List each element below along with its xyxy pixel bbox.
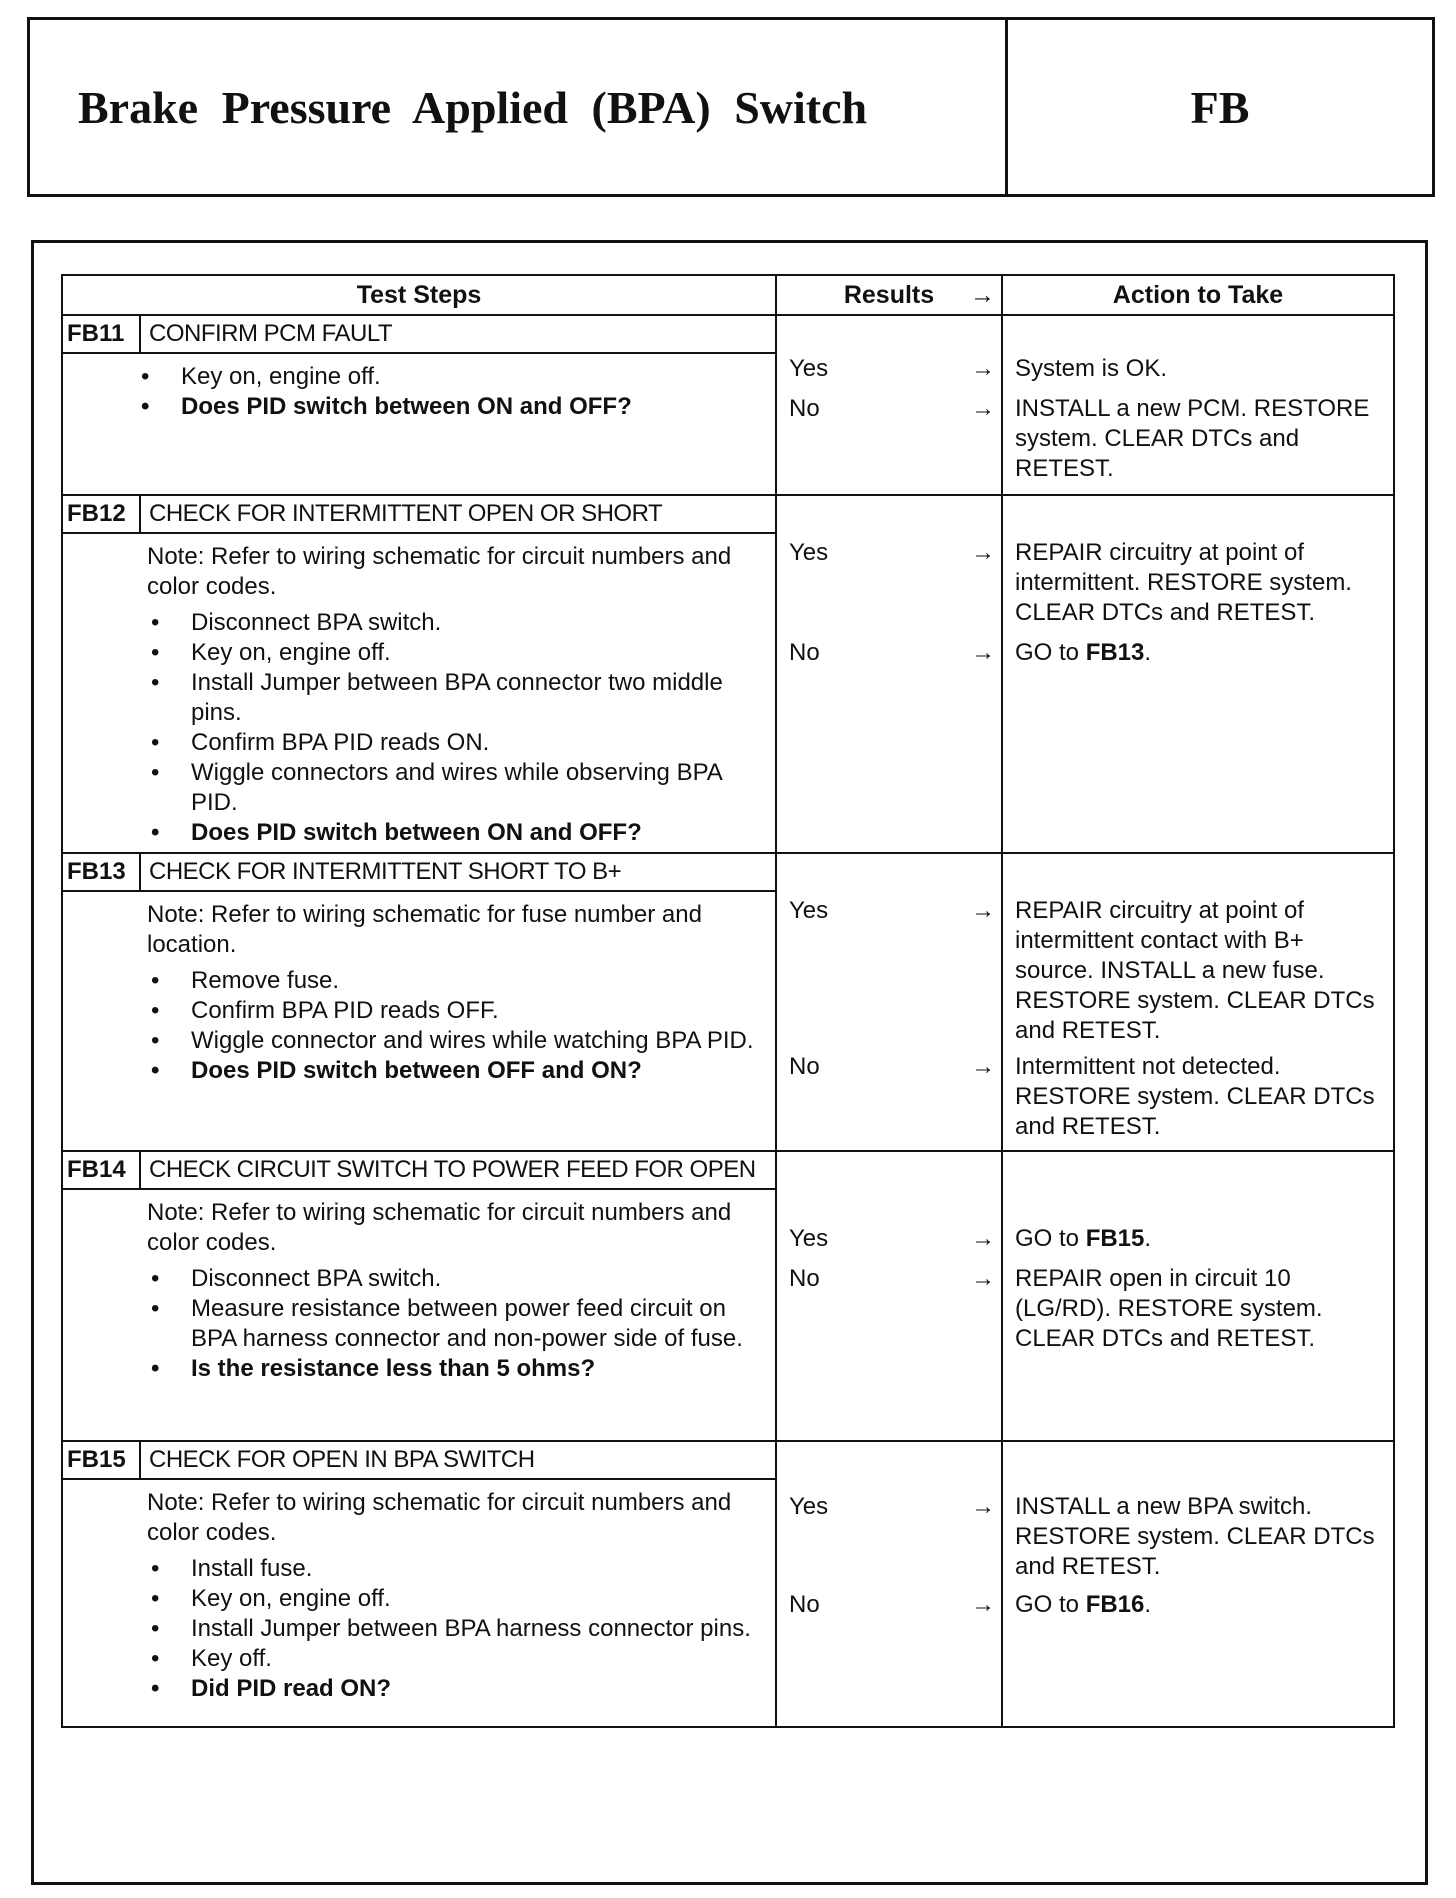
result-yes-label: Yes xyxy=(789,1493,829,1520)
step-id: FB15 xyxy=(63,1442,141,1478)
step-note: Note: Refer to wiring schematic for circuit numbers and color codes. xyxy=(147,1489,732,1546)
test-step-cell xyxy=(62,1441,776,1727)
step-body xyxy=(63,534,775,852)
step-id: FB11 xyxy=(63,316,141,352)
arrow-icon: → xyxy=(971,355,995,382)
results-cell xyxy=(776,495,1002,853)
result-yes xyxy=(789,1224,1001,1254)
step-bullets xyxy=(141,362,765,422)
table-row xyxy=(62,495,1394,853)
action-no: REPAIR open in circuit 10 (LG/RD). RESTORE system. CLEAR DTCs and RETEST. xyxy=(1015,1265,1323,1352)
action-cell xyxy=(1002,315,1394,495)
list-item: • Key on, engine off. xyxy=(141,362,765,392)
step-reference: FB13 xyxy=(1085,639,1145,666)
action-yes: REPAIR circuitry at point of intermittent. RESTORE system. CLEAR DTCs and RETEST. xyxy=(1015,539,1352,626)
table-header-row xyxy=(62,275,1394,315)
action-no: INSTALL a new PCM. RESTORE system. CLEAR DTCs and RETEST. xyxy=(1015,395,1370,482)
list-item: • Install fuse. xyxy=(151,1554,765,1584)
step-title: CONFIRM PCM FAULT xyxy=(149,320,393,347)
list-item: • Remove fuse. xyxy=(151,966,765,996)
arrow-icon: → xyxy=(971,1591,995,1618)
step-header xyxy=(63,1442,775,1480)
result-no xyxy=(789,1590,1001,1620)
result-no xyxy=(789,1052,1001,1082)
page-title: Brake Pressure Applied (BPA) Switch xyxy=(30,20,1008,194)
step-bullets xyxy=(151,1264,765,1384)
action-no xyxy=(1015,638,1387,668)
list-item: • Confirm BPA PID reads ON. xyxy=(151,728,765,758)
col-header-action: Action to Take xyxy=(1002,275,1394,315)
result-yes xyxy=(789,896,1001,926)
results-cell xyxy=(776,853,1002,1151)
step-id: FB12 xyxy=(63,496,141,532)
step-header xyxy=(63,496,775,534)
action-no-suffix: . xyxy=(1144,1591,1152,1618)
results-cell xyxy=(776,315,1002,495)
list-item: • Install Jumper between BPA connector two middle pins. xyxy=(151,668,765,728)
result-yes-label: Yes xyxy=(789,355,829,382)
table-row xyxy=(62,1441,1394,1727)
list-item: • Did PID read ON? xyxy=(151,1674,765,1704)
step-bullets xyxy=(151,608,765,848)
action-yes-suffix: . xyxy=(1144,1225,1152,1252)
list-item: • Measure resistance between power feed circuit on BPA harness connector and non-power side of fuse. xyxy=(151,1294,765,1354)
table-row xyxy=(62,853,1394,1151)
action-yes-prefix: GO to xyxy=(1015,1225,1086,1252)
step-title: CHECK FOR INTERMITTENT OPEN OR SHORT xyxy=(149,500,663,527)
action-yes: INSTALL a new BPA switch. RESTORE system. CLEAR DTCs and RETEST. xyxy=(1015,1493,1375,1580)
result-yes xyxy=(789,354,1001,384)
step-body xyxy=(63,354,775,426)
action-no-prefix: GO to xyxy=(1015,1591,1086,1618)
arrow-icon: → xyxy=(971,1265,995,1292)
result-yes xyxy=(789,538,1001,568)
step-title: CHECK CIRCUIT SWITCH TO POWER FEED FOR OPEN xyxy=(149,1156,756,1183)
arrow-icon: → xyxy=(971,639,995,666)
action-no-suffix: . xyxy=(1144,639,1152,666)
action-no-prefix: GO to xyxy=(1015,639,1086,666)
test-step-cell xyxy=(62,315,776,495)
step-bullets xyxy=(151,1554,765,1704)
list-item: • Disconnect BPA switch. xyxy=(151,1264,765,1294)
table-row xyxy=(62,1151,1394,1441)
results-label: Results xyxy=(843,281,935,309)
list-item: • Key off. xyxy=(151,1644,765,1674)
list-item: • Disconnect BPA switch. xyxy=(151,608,765,638)
list-item: • Key on, engine off. xyxy=(151,638,765,668)
action-yes: System is OK. xyxy=(1015,355,1168,382)
step-header xyxy=(63,316,775,354)
action-cell xyxy=(1002,1441,1394,1727)
list-item: • Install Jumper between BPA harness connector pins. xyxy=(151,1614,765,1644)
step-header xyxy=(63,1152,775,1190)
result-no-label: No xyxy=(789,395,820,422)
action-cell xyxy=(1002,495,1394,853)
result-no xyxy=(789,638,1001,668)
result-no xyxy=(789,394,1001,424)
list-item: • Wiggle connector and wires while watching BPA PID. xyxy=(151,1026,765,1056)
arrow-icon: → xyxy=(971,1493,995,1520)
result-yes xyxy=(789,1492,1001,1522)
step-title: CHECK FOR INTERMITTENT SHORT TO B+ xyxy=(149,858,622,885)
action-cell xyxy=(1002,1151,1394,1441)
col-header-results xyxy=(776,275,1002,315)
action-no xyxy=(1015,1590,1387,1620)
arrow-icon: → xyxy=(971,539,995,566)
list-item: • Key on, engine off. xyxy=(151,1584,765,1614)
list-item: • Confirm BPA PID reads OFF. xyxy=(151,996,765,1026)
list-item: • Does PID switch between ON and OFF? xyxy=(141,392,765,422)
results-cell xyxy=(776,1441,1002,1727)
result-yes-label: Yes xyxy=(789,539,829,566)
test-step-cell xyxy=(62,1151,776,1441)
result-no-label: No xyxy=(789,1265,820,1292)
test-step-cell xyxy=(62,495,776,853)
list-item: • Does PID switch between OFF and ON? xyxy=(151,1056,765,1086)
step-id: FB13 xyxy=(63,854,141,890)
col-header-test-steps: Test Steps xyxy=(62,275,776,315)
result-no-label: No xyxy=(789,1053,820,1080)
step-body xyxy=(63,1480,775,1708)
action-cell xyxy=(1002,853,1394,1151)
step-id: FB14 xyxy=(63,1152,141,1188)
step-body xyxy=(63,1190,775,1388)
result-no-label: No xyxy=(789,639,820,666)
section-code: FB xyxy=(1190,81,1250,133)
arrow-icon: → xyxy=(971,395,995,422)
step-reference: FB15 xyxy=(1085,1225,1145,1252)
list-item: • Does PID switch between ON and OFF? xyxy=(151,818,765,848)
action-no: Intermittent not detected. RESTORE system. CLEAR DTCs and RETEST. xyxy=(1015,1053,1375,1140)
test-step-cell xyxy=(62,853,776,1151)
list-item: • Wiggle connectors and wires while observing BPA PID. xyxy=(151,758,765,818)
step-note: Note: Refer to wiring schematic for circuit numbers and color codes. xyxy=(147,1199,732,1256)
arrow-icon: → xyxy=(970,281,995,309)
step-title: CHECK FOR OPEN IN BPA SWITCH xyxy=(149,1446,535,1473)
arrow-icon: → xyxy=(971,1225,995,1252)
result-no-label: No xyxy=(789,1591,820,1618)
step-reference: FB16 xyxy=(1085,1591,1145,1618)
result-yes-label: Yes xyxy=(789,897,829,924)
arrow-icon: → xyxy=(971,897,995,924)
step-note: Note: Refer to wiring schematic for circuit numbers and color codes. xyxy=(147,543,732,600)
result-no xyxy=(789,1264,1001,1294)
result-yes-label: Yes xyxy=(789,1225,829,1252)
header-box xyxy=(27,17,1435,197)
action-yes: REPAIR circuitry at point of intermittent contact with B+ source. INSTALL a new fuse. RESTORE system. CLEAR DTCs and RETEST. xyxy=(1015,897,1375,1044)
step-note: Note: Refer to wiring schematic for fuse number and location. xyxy=(147,901,702,958)
results-cell xyxy=(776,1151,1002,1441)
list-item: • Is the resistance less than 5 ohms? xyxy=(151,1354,765,1384)
action-yes xyxy=(1015,1224,1387,1254)
table-row xyxy=(62,315,1394,495)
step-bullets xyxy=(151,966,765,1086)
arrow-icon: → xyxy=(971,1053,995,1080)
step-body xyxy=(63,892,775,1090)
step-header xyxy=(63,854,775,892)
diagnostic-table xyxy=(61,274,1395,1728)
